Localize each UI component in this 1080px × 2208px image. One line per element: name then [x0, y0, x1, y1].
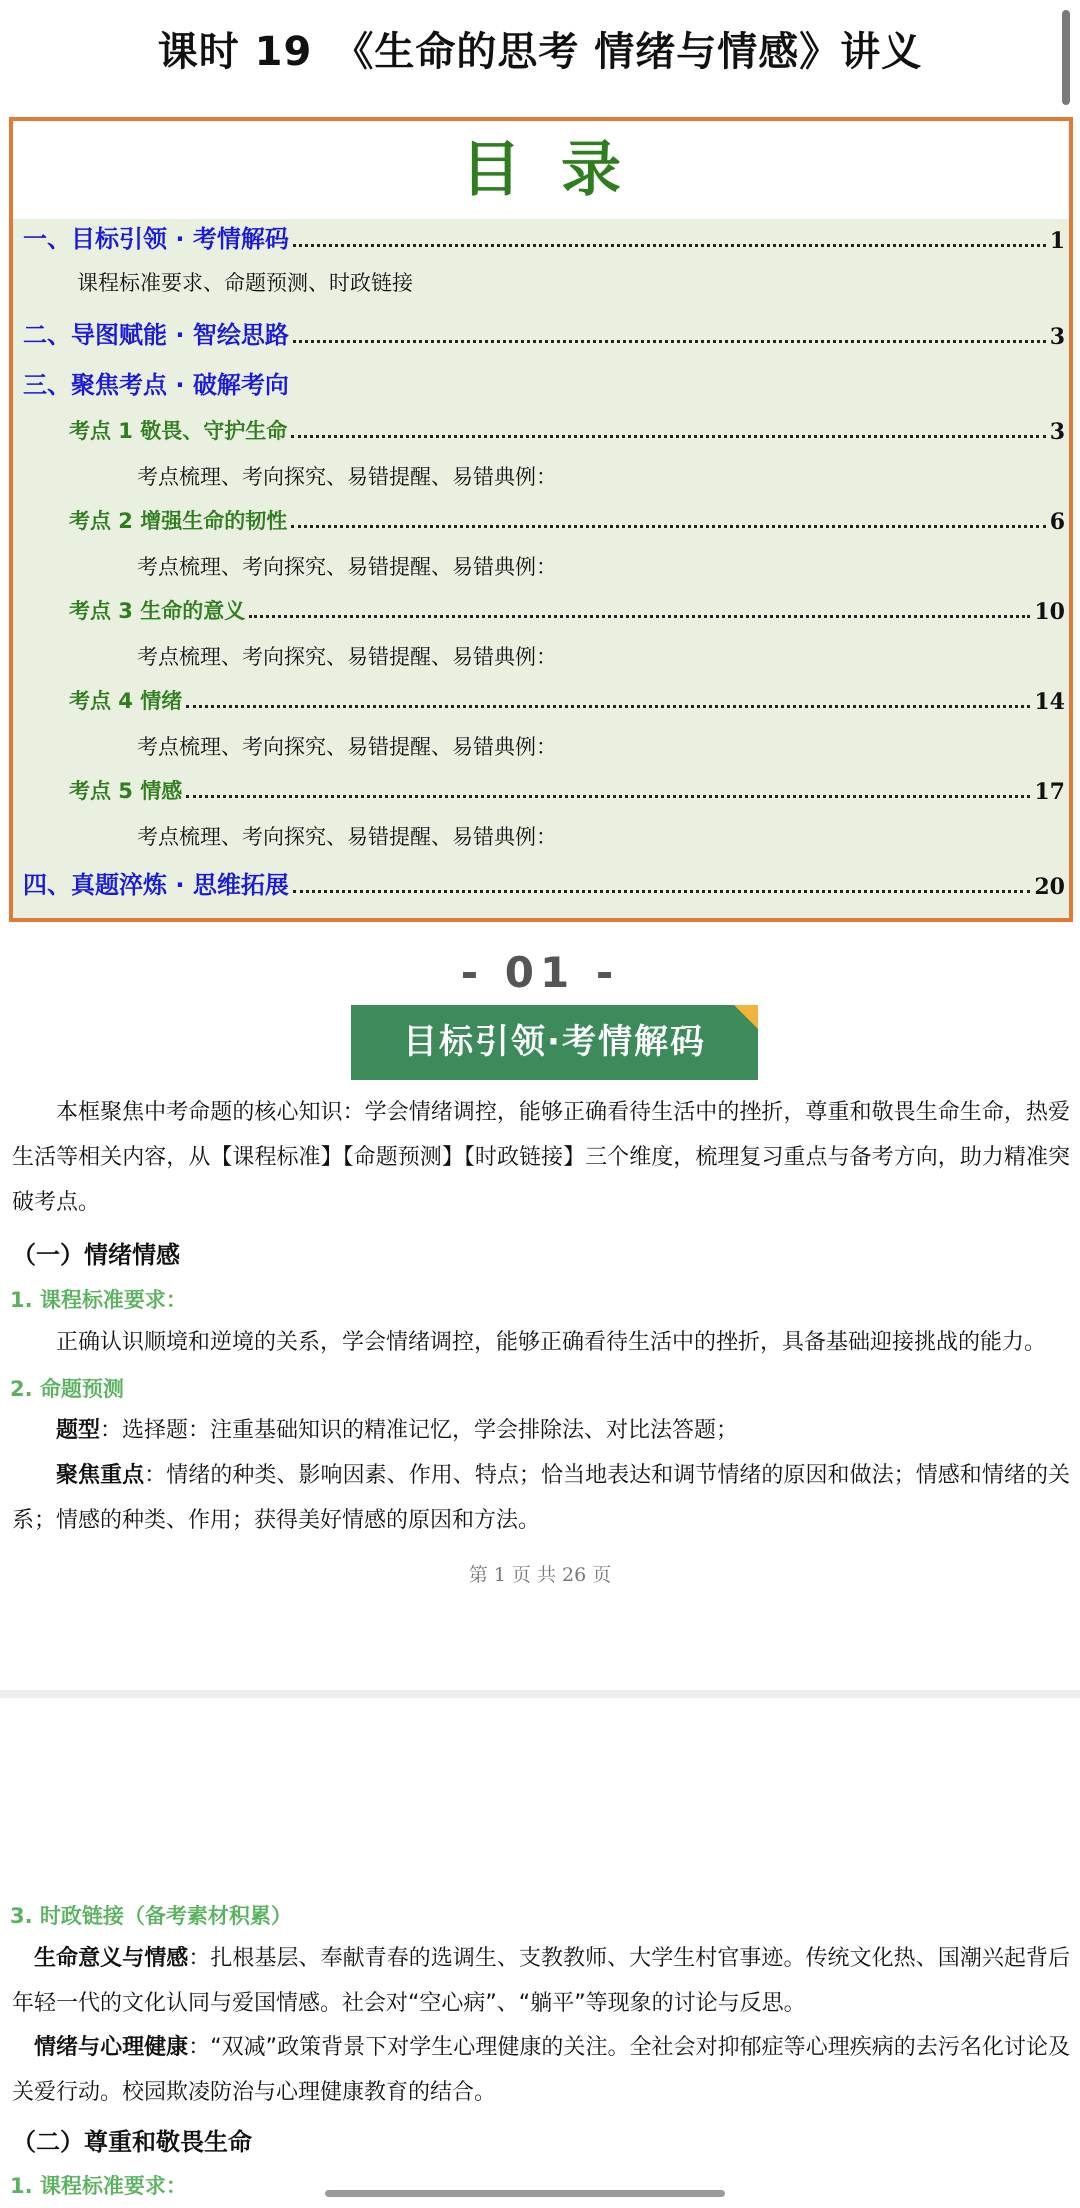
toc-subentry: 考点梳理、考向探究、易错提醒、易错典例：: [137, 825, 557, 849]
life-meaning-paragraph: [12, 1936, 1070, 2026]
toc-entry-label: 二、导图赋能 · 智绘思路: [23, 321, 289, 349]
focus-label: 聚焦重点: [56, 1463, 145, 1488]
life-meaning-text: ：扎根基层、奉献青春的选调生、支教教师、大学生村官事迹。传统文化热、国潮兴起背后年轻一代的文化认同与爱国情感。社会对“空心病”、“躺平”等现象的讨论与反思。: [12, 1946, 1070, 2016]
toc-entry-1[interactable]: [23, 219, 1065, 254]
banner-corner-decoration: [734, 1005, 758, 1029]
toc-entry-4[interactable]: [23, 865, 1065, 900]
item-heading-curriculum: 1. 课程标准要求：: [10, 1288, 187, 1312]
toc-entry-kaodian-2[interactable]: [69, 505, 1065, 535]
question-type-label: 题型: [56, 1418, 101, 1443]
focus-text: ：情绪的种类、影响因素、作用、特点；恰当地表达和调节情绪的原因和做法；情感和情绪的关系；情感的种类、作用；获得美好情感的原因和方法。: [12, 1463, 1070, 1533]
toc-subentry: 课程标准要求、命题预测、时政链接: [77, 271, 413, 295]
toc-leader: [186, 705, 1030, 708]
toc-entry-kaodian-4[interactable]: [69, 685, 1065, 715]
focus-paragraph: [12, 1453, 1070, 1543]
toc-leader: [249, 615, 1030, 618]
toc-box: [9, 117, 1073, 922]
toc-subentry: 考点梳理、考向探究、易错提醒、易错典例：: [137, 465, 557, 489]
scrollbar-thumb[interactable]: [1062, 10, 1070, 105]
toc-entry-label: 四、真题淬炼 · 思维拓展: [23, 871, 289, 899]
toc-leader: [186, 795, 1030, 798]
toc-entry-label: 考点 2 增强生命的韧性: [69, 509, 288, 533]
toc-entry-label: 一、目标引领 · 考情解码: [23, 225, 289, 253]
curriculum-paragraph: 正确认识顺境和逆境的关系，学会情绪调控，能够正确看待生活中的挫折，具备基础迎接挑战的能力。: [56, 1330, 1047, 1355]
toc-page-number: 6: [1049, 509, 1065, 535]
document-title: 课时 19 《生命的思考 情绪与情感》讲义: [157, 29, 923, 75]
item-heading-current-affairs: 3. 时政链接（备考素材积累）: [10, 1904, 292, 1928]
toc-entry-kaodian-5[interactable]: [69, 775, 1065, 805]
toc-body: [13, 219, 1069, 918]
toc-leader: [291, 525, 1045, 528]
life-meaning-label: 生命意义与情感: [34, 1946, 189, 1971]
toc-subentry: 考点梳理、考向探究、易错提醒、易错典例：: [137, 645, 557, 669]
question-type-text: ：选择题：注重基础知识的精准记忆，学会排除法、对比法答题；: [100, 1418, 739, 1443]
toc-header-title: 目录: [461, 135, 661, 205]
mental-health-text: ：“双减”政策背景下对学生心理健康的关注。全社会对抑郁症等心理疾病的去污名化讨论及关爱行动。校园欺凌防治与心理健康教育的结合。: [12, 2035, 1070, 2105]
question-type-paragraph: [12, 1408, 1070, 1453]
toc-page-number: 3: [1049, 419, 1065, 445]
part-heading-emotions: （一）情绪情感: [12, 1241, 180, 1269]
toc-entry-kaodian-1[interactable]: [69, 415, 1065, 445]
page-separator: [0, 1690, 1080, 1698]
toc-leader: [293, 244, 1046, 247]
toc-entry-label: 考点 3 生命的意义: [69, 599, 246, 623]
toc-header: [13, 121, 1069, 219]
toc-page-number: 10: [1034, 599, 1065, 625]
intro-paragraph: 本框聚焦中考命题的核心知识：学会情绪调控，能够正确看待生活中的挫折，尊重和敬畏生命生命，热爱生活等相关内容，从【课程标准】【命题预测】【时政链接】三个维度，梳理复习重点与备考方向，助力精准突破考点。: [12, 1100, 1070, 1215]
toc-entry-2[interactable]: [23, 315, 1065, 350]
mental-health-label: 情绪与心理健康: [34, 2035, 189, 2060]
toc-entry-3[interactable]: [23, 365, 289, 400]
home-indicator[interactable]: [325, 2190, 725, 2197]
toc-entry-label: 考点 1 敬畏、守护生命: [69, 419, 288, 443]
part-heading-life: （二）尊重和敬畏生命: [12, 2128, 252, 2156]
toc-entry-label: 三、聚焦考点 · 破解考向: [23, 371, 289, 399]
section-banner: [351, 1005, 758, 1080]
toc-page-number: 14: [1034, 689, 1065, 715]
toc-entry-label: 考点 5 情感: [69, 779, 183, 803]
toc-entry-kaodian-3[interactable]: [69, 595, 1065, 625]
toc-leader: [293, 340, 1046, 343]
toc-leader: [291, 435, 1045, 438]
toc-subentry: 考点梳理、考向探究、易错提醒、易错典例：: [137, 555, 557, 579]
toc-page-number: 3: [1049, 324, 1065, 350]
toc-page-number: 17: [1034, 779, 1065, 805]
item-heading-prediction: 2. 命题预测: [10, 1377, 124, 1401]
item-heading-curriculum-2: 1. 课程标准要求：: [10, 2174, 187, 2198]
toc-subentry: 考点梳理、考向探究、易错提醒、易错典例：: [137, 735, 557, 759]
page-footer: 第 1 页 共 26 页: [468, 1564, 612, 1586]
toc-entry-label: 考点 4 情绪: [69, 689, 183, 713]
section-banner-title: 目标引领·考情解码: [403, 1022, 706, 1062]
mental-health-paragraph: [12, 2025, 1070, 2115]
section-number: - 01 -: [460, 948, 620, 997]
toc-leader: [293, 890, 1031, 893]
toc-page-number: 1: [1049, 228, 1065, 254]
toc-page-number: 20: [1034, 874, 1065, 900]
